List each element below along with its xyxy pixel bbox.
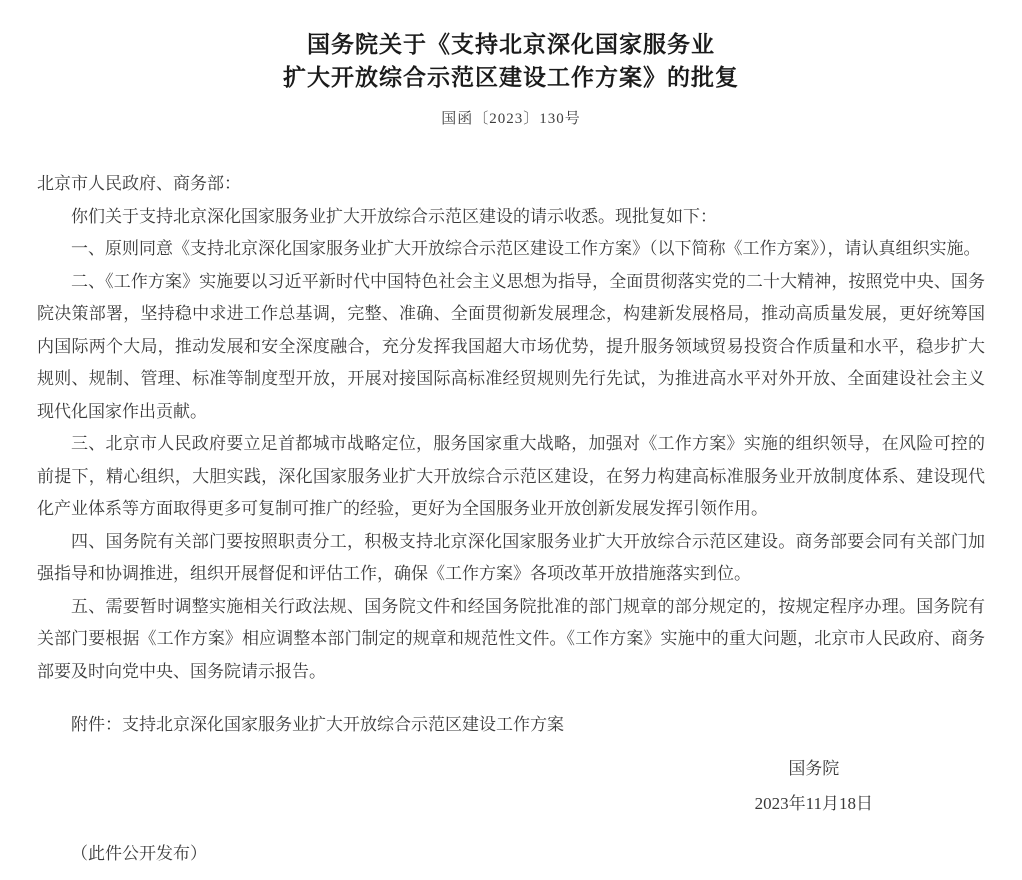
- salutation: 北京市人民政府、商务部：: [37, 174, 241, 193]
- document-header: [37, 28, 985, 128]
- paragraph-item-1: 一、原则同意《支持北京深化国家服务业扩大开放综合示范区建设工作方案》（以下简称《工作方案》），请认真组织实施。: [71, 239, 981, 258]
- paragraph-intro: 你们关于支持北京深化国家服务业扩大开放综合示范区建设的请示收悉。现批复如下：: [71, 206, 717, 226]
- publish-note: （此件公开发布）: [71, 843, 207, 863]
- page-title: [37, 28, 985, 94]
- signature-block: [755, 752, 873, 822]
- paragraph-item-5: 五、需要暂时调整实施相关行政法规、国务院文件和经国务院批准的部门规章的部分规定的，按规定程序办理。国务院有关部门要根据《工作方案》相应调整本部门制定的规章和规范性文件。《工作方案》实施中的重大问题，北京市人民政府、商务部要及时向党中央、国务院请示报告。: [37, 596, 985, 681]
- document-number: 国函〔2023〕130号: [441, 111, 581, 127]
- paragraph-item-2: 二、《工作方案》实施要以习近平新时代中国特色社会主义思想为指导，全面贯彻落实党的二十大精神，按照党中央、国务院决策部署，坚持稳中求进工作总基调，完整、准确、全面贯彻新发展理念，构建新发展格局，推动高质量发展，更好统筹国内国际两个大局，推动发展和安全深度融合，充分发挥我国超大市场优势，提升服务领域贸易投资合作质量和水平，稳步扩大规则、规制、管理、标准等制度型开放，开展对接国际高标准经贸规则先行先试，为推进高水平对外开放、全面建设社会主义现代化国家作出贡献。: [37, 271, 985, 421]
- page-title-line2: 扩大开放综合示范区建设工作方案》的批复: [283, 65, 739, 90]
- document-body: [37, 168, 985, 688]
- paragraph-item-3: 三、北京市人民政府要立足首都城市战略定位，服务国家重大战略，加强对《工作方案》实施的组织领导，在风险可控的前提下，精心组织，大胆实践，深化国家服务业扩大开放综合示范区建设，在努力构建高标准服务业开放制度体系、建设现代化产业体系等方面取得更多可复制可推广的经验，更好为全国服务业开放创新发展发挥引领作用。: [37, 434, 985, 518]
- page-title-line1: 国务院关于《支持北京深化国家服务业: [307, 32, 715, 57]
- issuer-name: 国务院: [788, 758, 840, 778]
- issue-date: 2023年11月18日: [754, 793, 873, 813]
- paragraph-item-4: 四、国务院有关部门要按照职责分工，积极支持北京深化国家服务业扩大开放综合示范区建设。商务部要会同有关部门加强指导和协调推进，组织开展督促和评估工作，确保《工作方案》各项改革开放措施落实到位。: [37, 531, 985, 583]
- attachment-line: 附件：支持北京深化国家服务业扩大开放综合示范区建设工作方案: [71, 715, 564, 734]
